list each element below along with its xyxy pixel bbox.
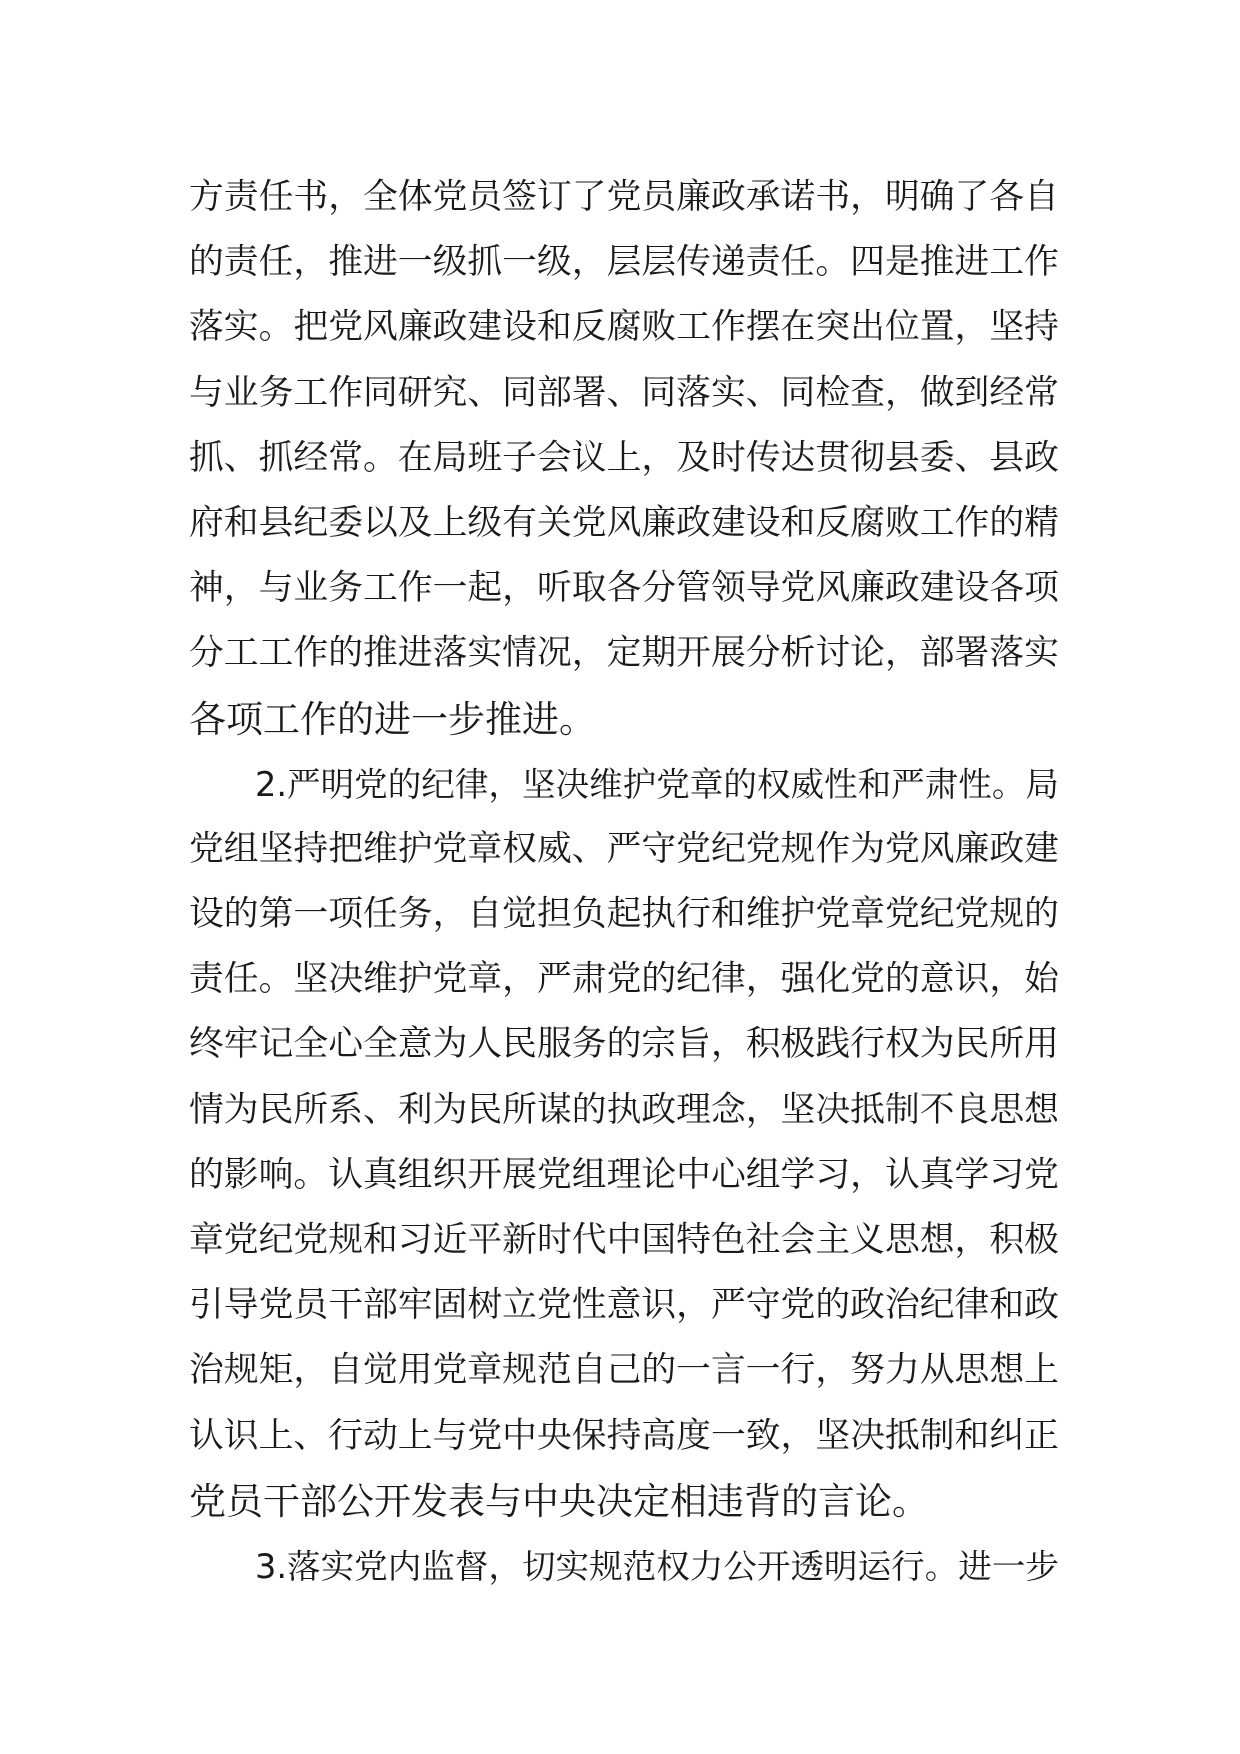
text-line: 的责任，推进一级抓一级，层层传递责任。四是推进工作 (189, 242, 1059, 283)
text-line: 与业务工作同研究、同部署、同落实、同检查，做到经常 (189, 372, 1059, 413)
text-line: 各项工作的进一步推进。 (189, 697, 596, 741)
text-line: 章党纪党规和习近平新时代中国特色社会主义思想，积极 (189, 1220, 1059, 1260)
text-line: 终牢记全心全意为人民服务的宗旨，积极践行权为民所用 (189, 1024, 1059, 1065)
text-line: 分工工作的推进落实情况，定期开展分析讨论，部署落实 (189, 633, 1059, 674)
text-line: 府和县纪委以及上级有关党风廉政建设和反腐败工作的精 (189, 502, 1059, 543)
body-text (189, 165, 1059, 1599)
text-line: 党员干部公开发表与中央决定相违背的言论。 (189, 1479, 929, 1523)
text-line: 情为民所系、利为民所谋的执政理念，坚决抵制不良思想 (189, 1089, 1059, 1130)
text-line: 设的第一项任务，自觉担负起执行和维护党章党纪党规的 (189, 894, 1059, 935)
text-line: 落实。把党风廉政建设和反腐败工作摆在突出位置，坚持 (189, 307, 1059, 348)
text-line: 党组坚持把维护党章权威、严守党纪党规作为党风廉政建 (189, 828, 1059, 869)
text-line: 责任。坚决维护党章，严肃党的纪律，强化党的意识，始 (189, 959, 1059, 1000)
paragraph-heading-2: 2.严明党的纪律，坚决维护党章的权威性和严肃性。局 (255, 764, 1059, 804)
text-line: 治规矩，自觉用党章规范自己的一言一行，努力从思想上 (189, 1350, 1059, 1391)
text-line: 引导党员干部牢固树立党性意识，严守党的政治纪律和政 (189, 1285, 1059, 1326)
text-line: 抓、抓经常。在局班子会议上，及时传达贯彻县委、县政 (189, 437, 1059, 478)
text-line: 神，与业务工作一起，听取各分管领导党风廉政建设各项 (189, 568, 1059, 609)
text-line: 方责任书，全体党员签订了党员廉政承诺书，明确了各自 (189, 177, 1059, 217)
paragraph-heading-3: 3.落实党内监督，切实规范权力公开透明运行。进一步 (255, 1546, 1059, 1586)
text-line: 认识上、行动上与党中央保持高度一致，坚决抵制和纠正 (189, 1415, 1059, 1456)
text-line: 的影响。认真组织开展党组理论中心组学习，认真学习党 (189, 1154, 1059, 1195)
